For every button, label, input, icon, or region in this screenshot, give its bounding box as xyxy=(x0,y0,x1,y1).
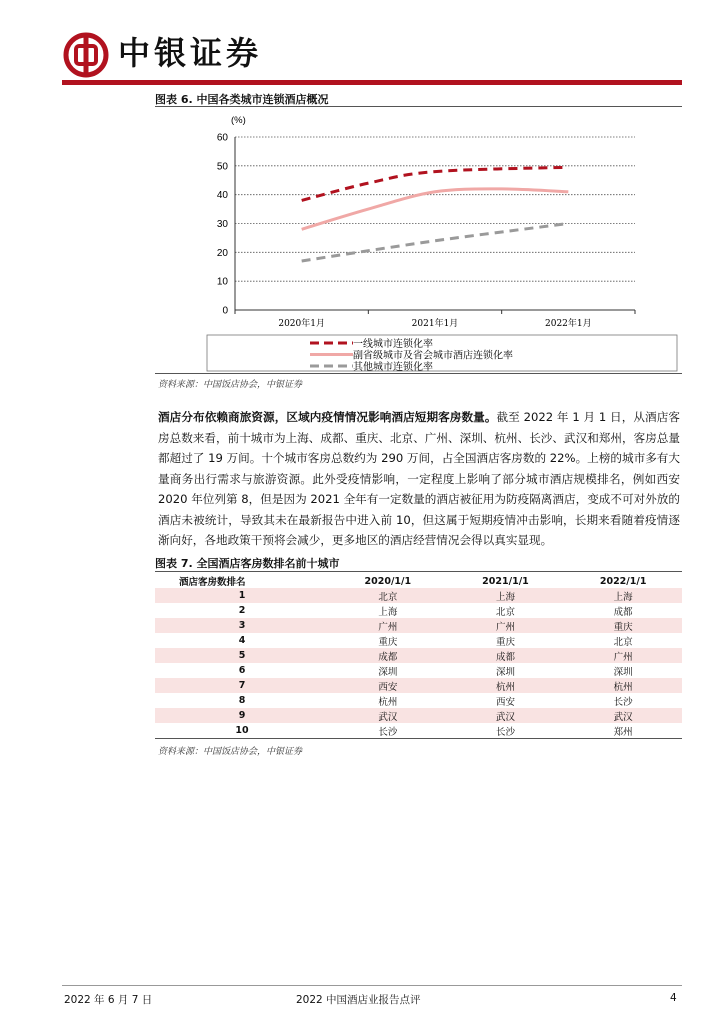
y-tick-label: 50 xyxy=(216,161,228,173)
table-cell: 1 xyxy=(155,588,329,603)
figure7-top-rule xyxy=(155,571,682,572)
page-number: 4 xyxy=(670,992,677,1004)
table-cell: 8 xyxy=(238,695,246,706)
series-line-3 xyxy=(302,224,569,261)
table-cell: 10 xyxy=(155,723,329,739)
brand-name: 中银证券 xyxy=(118,34,263,72)
y-tick-label: 10 xyxy=(216,276,228,288)
table-cell: 上海 xyxy=(564,588,682,603)
table-row xyxy=(155,678,682,693)
footer-rule xyxy=(62,985,682,986)
table-cell: 7 xyxy=(155,678,329,693)
y-tick-label: 40 xyxy=(216,190,228,202)
bank-of-china-logo-icon xyxy=(63,32,109,78)
paragraph-body: 截至 2022 年 1 月 1 日，从酒店客房总数来看，前十城市为上海、成都、重庆、北京、广州、深圳、杭州、长沙、武汉和郑州，客房总量都超过了 19 万间。十个城市客房总数约为 290 万间，占全国酒店客房数的 22%。上榜的城市多有大量商务出行需求与旅游资源。此外受疫情影响，一定程度上影响了部分城市酒店规模排名，例如西安 2020 年位列第 8，但是因为 2021 全年有一定数量的酒店被征用为防疫隔离酒店，变成不可对外放的酒店未被统计，导致其未在最新报告中进入前 10，但这属于短期疫情冲击影响，长期来看随着疫情逐渐向好，各地政策干预将会减少，更多地区的酒店经营情况会得以真实显现。 xyxy=(158,410,680,547)
table-row xyxy=(155,693,682,708)
figure6-title: 图表 6. 中国各类城市连锁酒店概况 xyxy=(155,93,329,106)
table-cell: 西安 xyxy=(329,678,447,693)
table-cell: 广州 xyxy=(329,618,447,633)
table-cell: 郑州 xyxy=(564,723,682,739)
table-cell: 北京 xyxy=(495,606,515,618)
table-row xyxy=(155,618,682,633)
x-tick-label: 2020年1月 xyxy=(278,319,325,329)
table-cell: 成都 xyxy=(613,606,633,618)
table-cell: 广州 xyxy=(564,648,682,663)
y-tick-label: 30 xyxy=(216,219,228,230)
series-line-1 xyxy=(302,167,569,200)
table-row xyxy=(155,723,682,739)
table-cell: 3 xyxy=(155,618,329,633)
table-cell: 武汉 xyxy=(564,708,682,723)
table-header-cell: 2022/1/1 xyxy=(599,575,647,587)
table-cell: 重庆 xyxy=(495,636,515,648)
x-tick-label: 2022年1月 xyxy=(545,319,592,329)
table-cell: 9 xyxy=(155,708,329,723)
series-line-2 xyxy=(302,189,569,229)
table-row xyxy=(155,603,682,618)
table-cell: 深圳 xyxy=(378,666,398,678)
figure6-bottom-rule xyxy=(155,373,682,374)
table-cell: 成都 xyxy=(447,648,565,663)
footer-report-title: 2022 中国酒店业报告点评 xyxy=(296,994,421,1006)
footer-date: 2022 年 6 月 7 日 xyxy=(64,994,153,1006)
y-tick-label: 20 xyxy=(216,247,228,259)
x-tick-label: 2021年1月 xyxy=(411,319,459,329)
table-header-cell: 酒店客房数排名 xyxy=(179,577,246,588)
table-cell: 上海 xyxy=(447,588,565,603)
header-rule xyxy=(62,80,682,85)
figure6-top-rule xyxy=(155,106,682,107)
table-cell: 6 xyxy=(238,665,246,676)
table-row xyxy=(155,663,682,678)
legend-label: 副省级城市及省会城市酒店连锁化率 xyxy=(353,350,513,362)
table-cell: 北京 xyxy=(613,636,633,648)
table-cell: 5 xyxy=(155,648,329,663)
table-cell: 武汉 xyxy=(329,708,447,723)
legend-label: 一线城市连锁化率 xyxy=(353,339,433,350)
table-row xyxy=(155,648,682,663)
y-axis-unit: (%) xyxy=(231,115,246,126)
figure7-source: 资料来源：中国饭店协会，中银证券 xyxy=(158,747,303,757)
table-cell: 4 xyxy=(238,635,246,646)
table-cell: 长沙 xyxy=(447,723,565,739)
table-cell: 长沙 xyxy=(329,723,447,739)
table-cell: 深圳 xyxy=(495,666,515,678)
table-header-cell: 2020/1/1 xyxy=(364,575,412,587)
table-cell: 重庆 xyxy=(564,618,682,633)
table-cell: 杭州 xyxy=(564,678,682,693)
table-header-cell: 2021/1/1 xyxy=(482,575,529,587)
paragraph-lead: 酒店分布依赖商旅资源，区域内疫情情况影响酒店短期客房数量。 xyxy=(158,410,497,424)
city-ranking-table xyxy=(155,574,682,739)
table-cell: 深圳 xyxy=(613,666,633,678)
table-cell: 杭州 xyxy=(378,696,398,708)
table-row xyxy=(155,633,682,648)
table-cell: 成都 xyxy=(329,648,447,663)
body-paragraph xyxy=(158,407,680,551)
table-cell: 北京 xyxy=(329,588,447,603)
table-cell: 长沙 xyxy=(613,696,633,708)
table-cell: 杭州 xyxy=(447,678,565,693)
figure6-source: 资料来源：中国饭店协会，中银证券 xyxy=(158,380,303,390)
table-cell: 广州 xyxy=(447,618,565,633)
table-row xyxy=(155,708,682,723)
table-cell: 重庆 xyxy=(378,636,398,648)
y-tick-label: 0 xyxy=(222,305,228,317)
table-row xyxy=(155,588,682,603)
line-chart-chain-rate xyxy=(155,108,682,374)
table-cell: 上海 xyxy=(378,606,398,618)
table-cell: 西安 xyxy=(495,696,515,708)
table-cell: 武汉 xyxy=(447,708,565,723)
y-tick-label: 60 xyxy=(216,132,228,144)
table-cell: 2 xyxy=(238,605,246,616)
figure7-title: 图表 7. 全国酒店客房数排名前十城市 xyxy=(155,557,340,570)
legend-label: 其他城市连锁化率 xyxy=(353,362,433,373)
